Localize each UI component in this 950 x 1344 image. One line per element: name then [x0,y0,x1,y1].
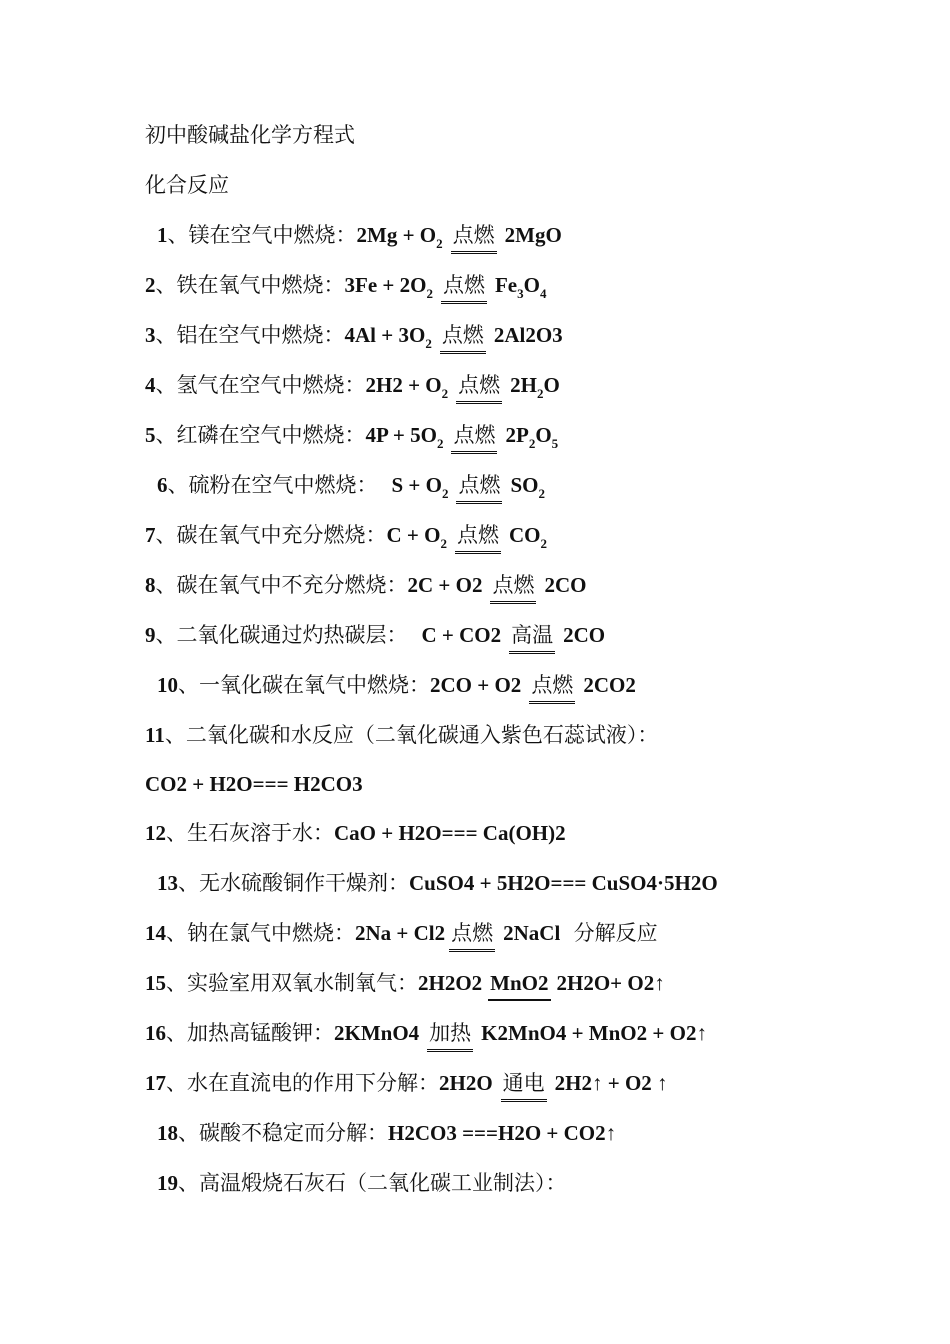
catalyst-condition: MnO2 [488,970,550,1001]
reaction-condition: 点燃 [455,522,501,554]
equation-item: 5、红磷在空气中燃烧：$4P + 5O_2$ 点燃 $2P_2O_5$ [145,420,558,454]
reaction-condition: 高温 [509,622,555,654]
equation-item: 2、铁在氧气中燃烧：$3Fe + 2O_2$ 点燃 $Fe_3O_4$ [145,270,546,304]
subsection-heading: 分解反应 [573,921,658,945]
equation-item: 17、水在直流电的作用下分解：2H2O 通电 2H2↑ + O2 ↑ [145,1068,668,1102]
reaction-condition: 点燃 [490,572,536,604]
equation-item: 15、实验室用双氧水制氧气：2H2O2 MnO2 2H2O+ O2↑ [145,968,665,1001]
equation-item: 18、碳酸不稳定而分解：H2CO3 ===H2O + CO2↑ [157,1121,617,1145]
equation-item: 7、碳在氧气中充分燃烧：$C + O_2$ 点燃 $CO_2$ [145,520,547,554]
equation-item: 6、硫粉在空气中燃烧： $S + O_2$ 点燃 $SO_2$ [157,470,545,504]
section-heading: 化合反应 [145,173,229,197]
equation-item: 14、钠在氯气中燃烧：2Na + Cl2 点燃 2NaCl 分解反应 [145,918,658,952]
document-title: 初中酸碱盐化学方程式 [145,123,355,147]
equation-line: CO2 + H2O=== H2CO3 [145,772,363,796]
equation-item: 13、无水硫酸铜作干燥剂：CuSO4 + 5H2O=== CuSO4·5H2O [157,871,718,895]
reaction-condition: 点燃 [456,372,502,404]
equation-item: 4、氢气在空气中燃烧：$2H2 + O_2$ 点燃 $2H_2O$ [145,370,560,404]
reaction-condition: 点燃 [451,222,497,254]
reaction-condition: 通电 [501,1070,547,1102]
equation-item: 12、生石灰溶于水：CaO + H2O=== Ca(OH)2 [145,821,566,845]
reaction-condition: 点燃 [456,472,502,504]
equation-item: 16、加热高锰酸钾：2KMnO4 加热 K2MnO4 + MnO2 + O2↑ [145,1018,707,1052]
reaction-condition: 点燃 [449,920,495,952]
equation-item: 1、镁在空气中燃烧：$2Mg + O_2$ 点燃 2MgO [157,220,562,254]
reaction-condition: 点燃 [440,322,486,354]
reaction-condition: 点燃 [441,272,487,304]
reaction-condition: 点燃 [451,422,497,454]
reaction-condition: 加热 [427,1020,473,1052]
equation-item: 8、碳在氧气中不充分燃烧：2C + O2 点燃 2CO [145,570,586,604]
equation-item: 11、二氧化碳和水反应（二氧化碳通入紫色石蕊试液）： [145,723,659,747]
equation-item: 19、高温煅烧石灰石（二氧化碳工业制法）： [157,1171,567,1195]
equation-item: 9、二氧化碳通过灼热碳层： C + CO2 高温 2CO [145,620,605,654]
reaction-condition: 点燃 [529,672,575,704]
equation-item: 3、铝在空气中燃烧：$4Al + 3O_2$ 点燃 2Al2O3 [145,320,563,354]
equation-item: 10、一氧化碳在氧气中燃烧：2CO + O2 点燃 2CO2 [157,670,636,704]
